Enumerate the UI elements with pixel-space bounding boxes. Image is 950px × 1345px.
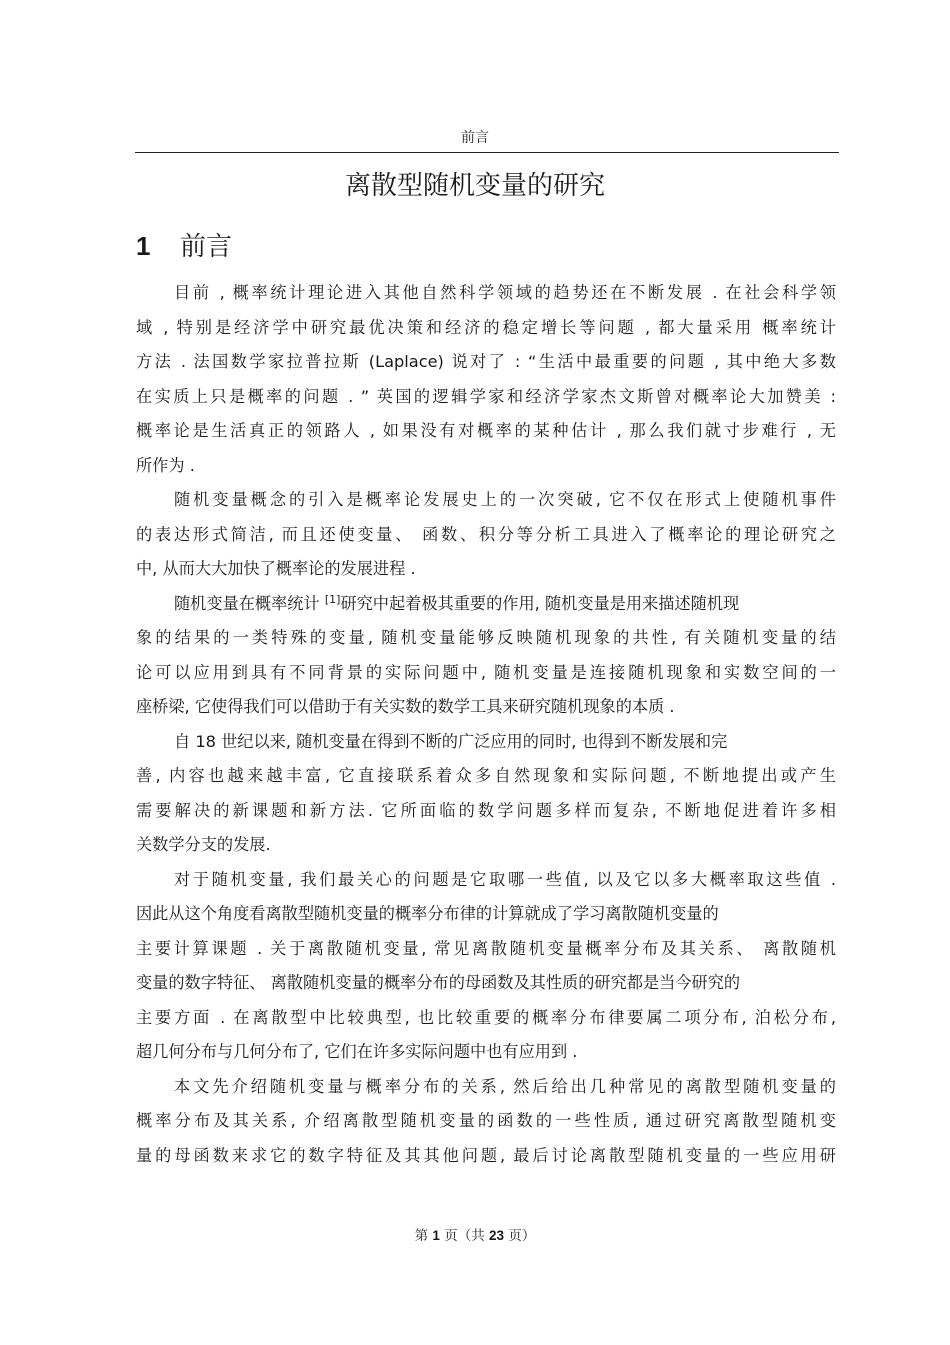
text-line: 方法 . 法国数学家拉普拉斯 (Laplace) 说对了 : “生活中最重要的问题 , 其中绝大多数 [136,352,836,371]
text-line: 对于随机变量, 我们最关心的问题是它取哪一些值, 以及它以多大概率取这些值 . [174,869,836,889]
text-line: 在实质上只是概率的问题 . ” 英国的逻辑学家和经济学家杰文斯曾对概率论大加赞美 : [136,386,836,406]
citation-mark[interactable]: [1] [324,592,341,606]
text-line: 概率分布及其关系, 介绍离散型随机变量的函数的一些性质, 通过研究离散型随机变 [136,1111,836,1130]
text-line: 关数学分支的发展. [136,835,271,854]
text-line: 的表达形式简洁, 而且还使变量、 函数、积分等分析工具进入了概率论的理论研究之 [136,524,836,544]
page-total: 23 [489,1228,505,1243]
text-line: 主要计算课题 . 关于离散随机变量, 常见离散随机变量概率分布及其关系、 离散随机 [136,938,836,958]
text-line: 中, 从而大大加快了概率论的发展进程 . [136,559,416,578]
text-fragment: 研究中起着极其重要的作用, 随机变量是用来描述随机现 [340,593,740,613]
text-line [136,587,836,622]
section-title: 前言 [180,232,233,262]
text-line: 需要解决的新课题和新方法. 它所面临的数学问题多样而复杂, 不断地促进着许多相 [136,800,836,820]
body-text [136,276,836,1173]
text-line: 超几何分布与几何分布了, 它们在许多实际问题中也有应用到 . [136,1042,578,1061]
text-fragment: 随机变量在概率统计 [174,593,320,613]
header-rule [135,152,839,153]
text-line: 变量的数字特征、 离散随机变量的概率分布的母函数及其性质的研究都是当今研究的 [136,973,741,992]
footer-suffix: 页） [508,1228,536,1244]
text-line: 所作为 . [136,455,195,475]
page-number: 1 [432,1228,440,1243]
text-line: 随机变量概念的引入是概率论发展史上的一次突破, 它不仅在形式上使随机事件 [174,490,836,509]
text-line: 因此从这个角度看离散型随机变量的概率分布律的计算就成了学习离散随机变量的 [136,904,719,923]
footer-middle: 页（共 [444,1228,485,1244]
text-line: 象的结果的一类特殊的变量, 随机变量能够反映随机现象的共性, 有关随机变量的结 [136,628,836,647]
text-line: 座桥梁, 它使得我们可以借助于有关实数的数学工具来研究随机现象的本质 . [136,697,675,716]
text-line: 量的母函数来求它的数字特征及其其他问题, 最后讨论离散型随机变量的一些应用研 [136,1145,836,1165]
text-line: 域 , 特别是经济学中研究最优决策和经济的稳定增长等问题 , 都大量采用 概率统计 [136,317,836,337]
text-line: 概率论是生活真正的领路人 , 如果没有对概率的某种估计 , 那么我们就寸步难行 , 无 [136,421,836,440]
page-footer [0,1226,950,1246]
text-line: 主要方面 . 在离散型中比较典型, 也比较重要的概率分布律要属二项分布, 泊松分布, [136,1007,836,1027]
text-line: 论可以应用到具有不同背景的实际问题中, 随机变量是连接随机现象和实数空间的一 [136,662,836,682]
section-number: 1 [136,231,151,261]
text-line: 善, 内容也越来越丰富, 它直接联系着众多自然现象和实际问题, 不断地提出或产生 [136,766,836,785]
text-line: 本文先介绍随机变量与概率分布的关系, 然后给出几种常见的离散型随机变量的 [174,1076,836,1096]
section-heading [136,226,232,267]
running-header: 前言 [461,130,489,146]
footer-prefix: 第 [414,1228,429,1244]
text-line: 目前 , 概率统计理论进入其他自然科学领域的趋势还在不断发展 . 在社会科学领 [174,283,836,302]
document-title: 离散型随机变量的研究 [344,171,605,201]
text-line: 自 18 世纪以来, 随机变量在得到不断的广泛应用的同时, 也得到不断发展和完 [174,731,728,751]
